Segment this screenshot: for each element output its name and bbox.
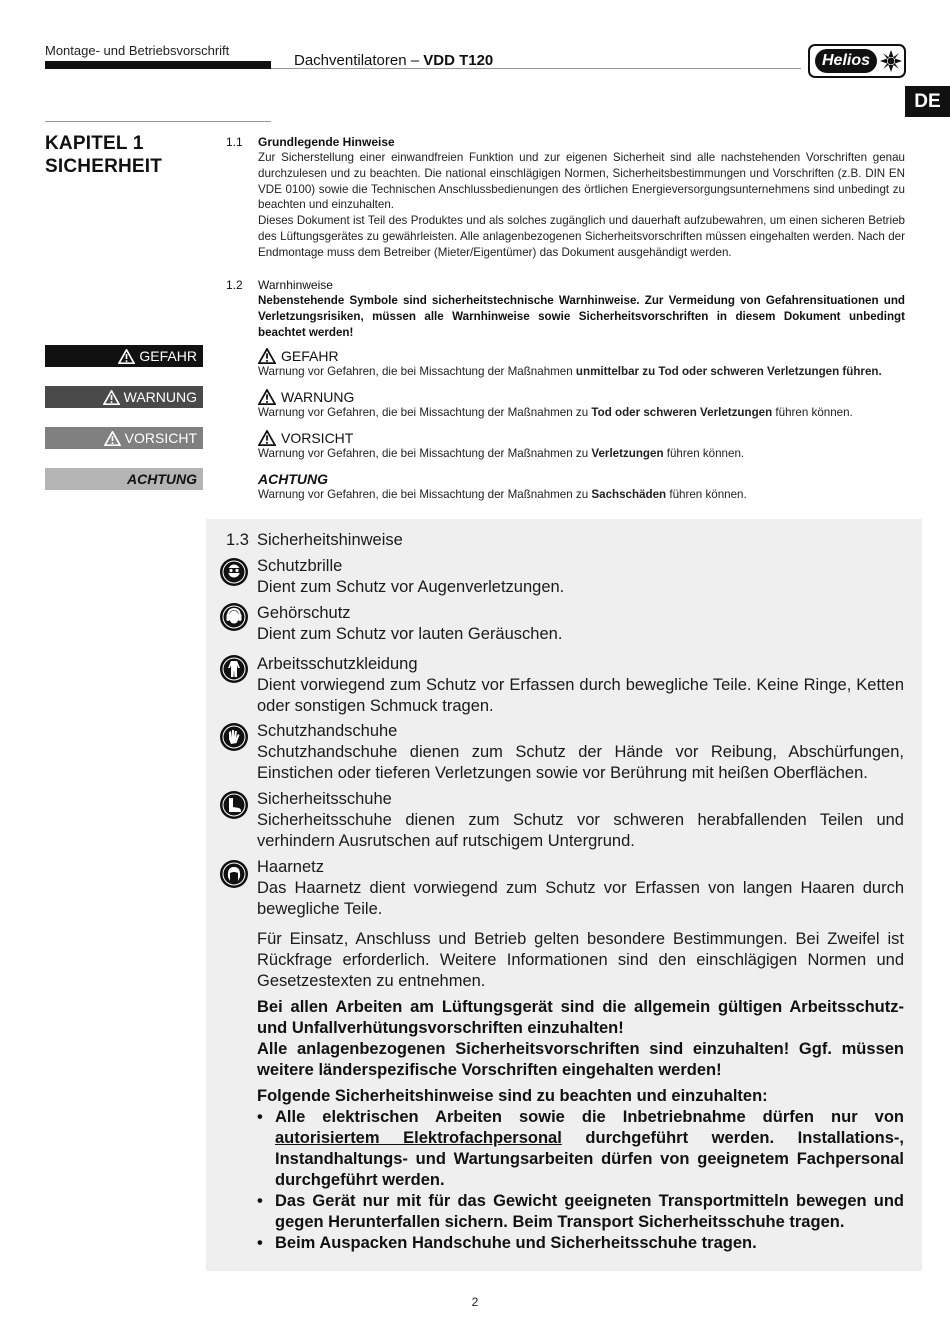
warning-warnung: WARNUNG Warnung vor Gefahren, die bei Missachtung der Maßnahmen zu Tod oder schweren Verletzungen führen können. [258,389,853,419]
section-number-1-1: 1.1 [226,135,243,149]
item-title: Haarnetz [257,858,324,876]
section-title-1-1: Grundlegende Hinweise [258,135,395,149]
warning-heading: ACHTUNG [258,471,328,487]
section-1-1-text [258,150,905,261]
section-number-1-3: 1.3 [226,531,249,549]
logo-wordmark: Helios [815,49,877,73]
warning-heading: WARNUNG [281,389,355,405]
language-tab[interactable]: DE [905,86,950,117]
warning-triangle-icon [103,390,120,405]
section-title-1-3: Sicherheitshinweise [257,531,403,549]
section-title-1-2: Warnhinweise [258,278,333,292]
bullets-intro: Folgende Sicherheitshinweise sind zu beachten und einzuhalten: [257,1087,768,1105]
badge-achtung [45,468,203,490]
ear-protection-icon [220,603,248,631]
badge-warnung [45,386,203,408]
item-text: Dient zum Schutz vor Augenverletzungen. [257,578,565,596]
item-title: Schutzbrille [257,557,343,575]
item-title: Arbeitsschutzkleidung [257,655,418,673]
safety-item-hairnet [257,857,904,920]
warning-gefahr: GEFAHR Warnung vor Gefahren, die bei Missachtung der Maßnahmen unmittelbar zu Tod oder schweren Verletzungen führen. [258,348,882,378]
regulation-note-2: Alle anlagenbezogenen Sicherheitsvorschriften sind einzuhalten! Ggf. müssen weitere länderspezifische Vorschriften eingehalten werden! [257,1040,904,1079]
warning-heading: GEFAHR [281,348,339,364]
item-text: Dient vorwiegend zum Schutz vor Erfassen durch bewegliche Teile. Keine Ringe, Ketten oder sonstigen Schmuck tragen. [257,676,904,715]
badge-label: GEFAHR [139,348,197,364]
header-bar [45,61,271,69]
warning-triangle-icon [118,349,135,364]
regulation-note-1: Bei allen Arbeiten am Lüftungsgerät sind die allgemein gültigen Arbeitsschutz- und Unfallverhütungsvorschriften einzuhalten! [257,998,904,1037]
chapter-title [45,132,162,178]
item-text: Dient zum Schutz vor lauten Geräuschen. [257,625,563,643]
badge-vorsicht [45,427,203,449]
safety-item-ear-protection [257,603,904,645]
list-item: • Beim Auspacken Handschuhe und Sicherheitsschuhe tragen. [257,1234,757,1252]
item-text: Das Haarnetz dient vorwiegend zum Schutz vor Erfassen von langen Haaren durch bewegliche Teile. [257,879,904,918]
chapter-name: SICHERHEIT [45,156,163,177]
badge-gefahr [45,345,203,367]
warning-triangle-icon [258,430,276,446]
safety-bullet-list [257,1107,904,1254]
general-note: Für Einsatz, Anschluss und Betrieb gelten besondere Bestimmungen. Bei Zweifel ist Rückfrage erforderlich. Weitere Informationen sind den einschlägigen Normen und Gesetzestexten zu entnehmen. [257,930,904,990]
safety-shoes-icon [220,791,248,819]
warning-triangle-icon [258,389,276,405]
item-text: Sicherheitsschuhe dienen zum Schutz vor schweren herabfallenden Teilen und verhindern Ausrutschen auf rutschigem Untergrund. [257,811,904,850]
fan-icon [878,48,904,74]
warning-achtung: ACHTUNG Warnung vor Gefahren, die bei Missachtung der Maßnahmen zu Sachschäden führen können. [258,471,747,501]
product-title: Dachventilatoren – VDD T120 [294,52,494,69]
warning-heading: VORSICHT [281,430,354,446]
helios-logo [808,44,906,78]
item-title: Gehörschutz [257,604,351,622]
warning-vorsicht: VORSICHT Warnung vor Gefahren, die bei Missachtung der Maßnahmen zu Verletzungen führen können. [258,430,745,460]
safety-item-clothing [257,654,904,717]
safety-item-gloves [257,721,904,784]
paragraph: Dieses Dokument ist Teil des Produktes und als solches zugänglich und dauerhaft aufzubewahren, um einen sicheren Betrieb des Lüftungsgerätes zu gewährleisten. Alle anlagenbezogenen Sicherheitsvorschriften müssen eingehalten werden. Nach der Endmontage muss dem Betreiber (Mieter/Eigentümer) das Dokument ausgehändigt werden. [258,214,905,259]
warning-intro: Nebenstehende Symbole sind sicherheitstechnische Warnhinweise. Zur Vermeidung von Gefahrensituationen und Verletzungsrisiken, müssen alle Warnhinweise sowie Sicherheitsvorschriften in diesem Dokument unbedingt beachtet werden! [258,294,905,339]
item-title: Schutzhandschuhe [257,722,398,740]
safety-item-goggles [257,556,904,598]
chapter-rule [45,121,271,122]
safety-item-shoes [257,789,904,852]
gloves-icon [220,723,248,751]
hairnet-icon [220,860,248,888]
document-type: Montage- und Betriebsvorschrift [45,43,230,58]
badge-label: WARNUNG [123,389,197,405]
badge-label: VORSICHT [124,430,197,446]
badge-label: ACHTUNG [127,471,197,487]
warning-triangle-icon [104,431,121,446]
warning-triangle-icon [258,348,276,364]
chapter-number: KAPITEL 1 [45,133,144,154]
list-item: • Das Gerät nur mit für das Gewicht geeigneten Transportmitteln bewegen und gegen Herunterfallen sichern. Beim Transport Sicherheitsschuhe tragen. [257,1192,904,1231]
section-number-1-2: 1.2 [226,278,243,292]
goggles-icon [220,558,248,586]
item-title: Sicherheitsschuhe [257,790,392,808]
page-number: 2 [471,1295,479,1309]
paragraph: Zur Sicherstellung einer einwandfreien Funktion und zur eigenen Sicherheit sind alle nachstehenden Vorschriften genau durchzulesen und zu beachten. Die national einschlägigen Normen, Sicherheitsbestimmungen und Vorschriften (z.B. DIN EN VDE 0100) sowie die Technischen Anschlussbedienungen des örtlichen Energieversorgungsunternehmens sind unbedingt zu beachten und einzuhalten. [258,151,905,212]
protective-clothing-icon [220,655,248,683]
item-text: Schutzhandschuhe dienen zum Schutz der Hände vor Reibung, Abschürfungen, Einstichen oder tieferen Verletzungen sowie vor Berührung mit heißen Oberflächen. [257,743,904,782]
product-name: VDD T120 [423,52,494,69]
list-item: • Alle elektrischen Arbeiten sowie die Inbetriebnahme dürfen nur von autorisiertem Elektrofachpersonal durchgeführt werden. Installations-, Instandhaltungs- und Wartungsarbeiten dürfen von geeignetem Fachpersonal durchgeführt werden. [257,1108,904,1189]
